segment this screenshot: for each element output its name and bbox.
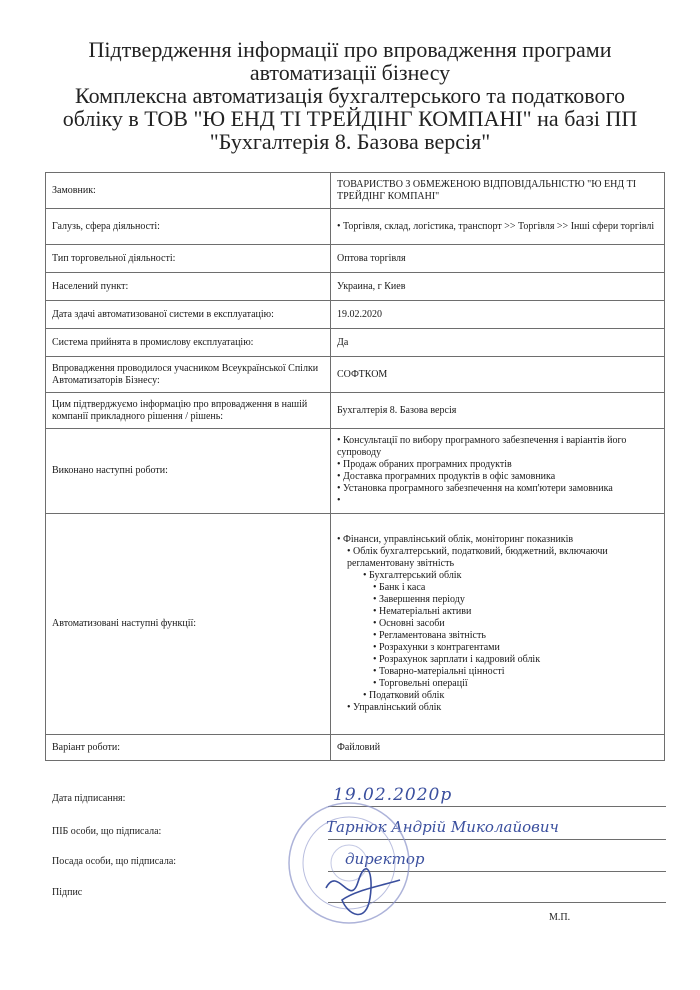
list-item: • Регламентована звітність (373, 630, 486, 641)
list-item: • Установка програмного забезпечення на комп'ютери замовника (337, 483, 613, 494)
title-line: обліку в ТОВ "Ю ЕНД ТІ ТРЕЙДІНГ КОМПАНІ" на базі ПП (62, 106, 638, 131)
list-item: • Розрахунки з контрагентами (373, 642, 500, 653)
list-item: • Управлінський облік (347, 702, 442, 713)
list-item: • Облік бухгалтерський, податковий, бюджетний, включаючи регламентовану звітність (347, 546, 608, 569)
accepted-label: Система прийнята в промислову експлуатацію: (46, 329, 331, 357)
list-item: • Основні засоби (373, 618, 445, 629)
list-item: • Податковий облік (363, 690, 445, 701)
trade-type-value: Оптова торгівля (331, 245, 665, 273)
list-item: • Фінанси, управлінський облік, моніторинг показників (337, 534, 574, 545)
solution-label: Цим підтверджуємо інформацію про впровадження в нашій компанії прикладного рішення / рішень: (46, 393, 331, 429)
list-item: • Торговельні операції (373, 678, 468, 689)
list-item: • Товарно-матеріальні цінності (373, 666, 505, 677)
accepted-value: Да (331, 329, 665, 357)
mode-value: Файловий (331, 735, 665, 761)
customer-value: ТОВАРИСТВО З ОБМЕЖЕНОЮ ВІДПОВІДАЛЬНІСТЮ "Ю ЕНД ТІ ТРЕЙДІНГ КОМПАНІ" (331, 173, 665, 209)
list-item: • Консультації по вибору програмного забезпечення і варіантів його супроводу (337, 435, 627, 458)
functions-label: Автоматизовані наступні функції: (46, 514, 331, 735)
mode-label: Варіант роботи: (46, 735, 331, 761)
signature-label: Підпис (52, 887, 83, 898)
list-item: • Доставка програмних продуктів в офіс замовника (337, 471, 556, 482)
title-line: "Бухгалтерія 8. Базова версія" (209, 129, 491, 154)
title-line: Комплексна автоматизація бухгалтерського та податкового (75, 83, 625, 108)
works-label: Виконано наступні роботи: (46, 429, 331, 514)
signer-name-handwriting: Тарнюк Андрій Миколайович (326, 818, 559, 836)
city-value: Украина, г Киев (331, 273, 665, 301)
date-signed-label: Дата підписання: (52, 793, 126, 804)
title-line: Підтвердження інформації про впровадження програми (88, 37, 612, 62)
customer-label: Замовник: (46, 173, 331, 209)
list-item: • Банк і каса (373, 582, 426, 593)
date-commission-value: 19.02.2020 (331, 301, 665, 329)
list-item: • Завершення періоду (373, 594, 465, 605)
date-signed-handwriting: 19.02.2020р (333, 785, 453, 805)
signer-name-label: ПІБ особи, що підписала: (52, 826, 162, 837)
industry-label: Галузь, сфера діяльності: (46, 209, 331, 245)
title-line: автоматизації бізнесу (249, 60, 451, 85)
list-item: • (337, 495, 341, 506)
stamp-place-label: М.П. (549, 912, 571, 923)
solution-value: Бухгалтерія 8. Базова версія (331, 393, 665, 429)
partner-label: Впровадження проводилося учасником Всеукраїнської Спілки Автоматизаторів Бізнесу: (46, 357, 331, 393)
list-item: • Розрахунок зарплати і кадровий облік (373, 654, 541, 665)
trade-type-label: Тип торговельної діяльності: (46, 245, 331, 273)
industry-value: • Торгівля, склад, логістика, транспорт >> Торгівля >> Інші сфери торгівлі (331, 209, 665, 245)
partner-value: СОФТКОМ (331, 357, 665, 393)
list-item: • Нематеріальні активи (373, 606, 472, 617)
city-label: Населений пункт: (46, 273, 331, 301)
date-commission-label: Дата здачі автоматизованої системи в експлуатацію: (46, 301, 331, 329)
handwritten-signature (318, 860, 408, 920)
list-item: • Продаж обраних програмних продуктів (337, 459, 512, 470)
list-item: • Бухгалтерський облік (363, 570, 462, 581)
signer-position-handwriting: директор (345, 850, 425, 868)
signer-position-label: Посада особи, що підписала: (52, 856, 177, 867)
